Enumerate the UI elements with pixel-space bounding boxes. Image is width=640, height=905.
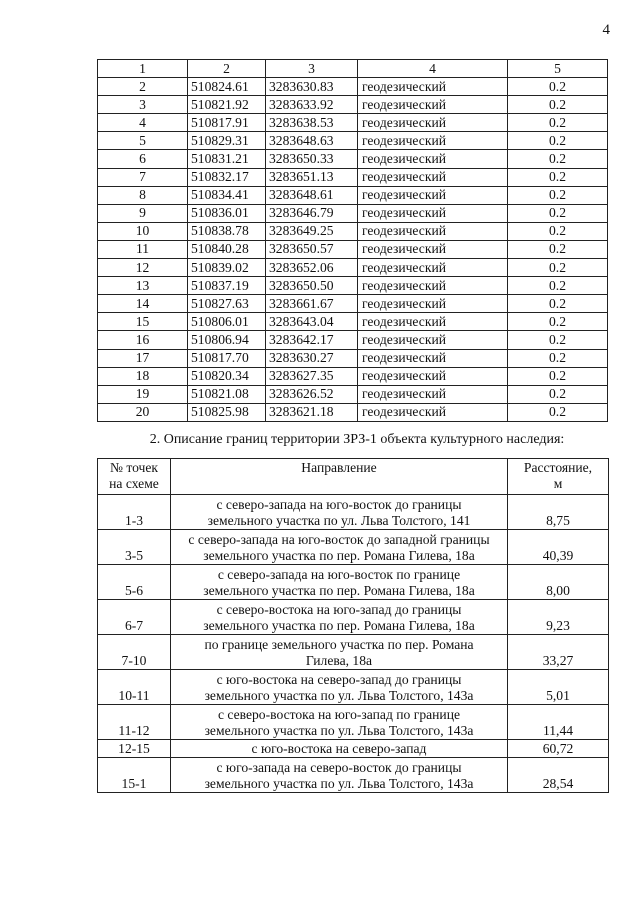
- accuracy-cell: 0.2: [508, 349, 608, 367]
- table-row: [98, 132, 608, 150]
- direction-line: с северо-запада на юго-восток до границы: [216, 497, 462, 512]
- direction-cell: [171, 635, 508, 670]
- direction-cell: [171, 705, 508, 740]
- point-number-cell: 15: [98, 313, 188, 331]
- point-number-cell: 20: [98, 403, 188, 421]
- points-cell: 6-7: [98, 600, 171, 635]
- accuracy-cell: 0.2: [508, 277, 608, 295]
- distance-cell: 8,75: [508, 495, 609, 530]
- method-cell: геодезический: [358, 150, 508, 168]
- x-coordinate-cell: 510820.34: [188, 367, 266, 385]
- y-coordinate-cell: 3283650.57: [266, 240, 358, 258]
- table-row: [98, 78, 608, 96]
- direction-cell: [171, 600, 508, 635]
- method-cell: геодезический: [358, 295, 508, 313]
- x-coordinate-cell: 510837.19: [188, 277, 266, 295]
- distance-cell: 40,39: [508, 530, 609, 565]
- direction-line: земельного участка по ул. Льва Толстого, 143а: [204, 776, 474, 791]
- accuracy-cell: 0.2: [508, 132, 608, 150]
- x-coordinate-cell: 510821.08: [188, 385, 266, 403]
- direction-cell: [171, 758, 508, 793]
- coordinates-header-row: [98, 60, 608, 78]
- x-coordinate-cell: 510836.01: [188, 204, 266, 222]
- x-coordinate-cell: 510831.21: [188, 150, 266, 168]
- table-row: [98, 114, 608, 132]
- accuracy-cell: 0.2: [508, 403, 608, 421]
- x-coordinate-cell: 510840.28: [188, 240, 266, 258]
- point-number-cell: 11: [98, 240, 188, 258]
- accuracy-cell: 0.2: [508, 240, 608, 258]
- points-cell: 15-1: [98, 758, 171, 793]
- points-cell: 3-5: [98, 530, 171, 565]
- table-row: [98, 313, 608, 331]
- table-row: [98, 204, 608, 222]
- table-row: [98, 565, 609, 600]
- coordinates-header-cell: 1: [98, 60, 188, 78]
- accuracy-cell: 0.2: [508, 385, 608, 403]
- direction-line: по границе земельного участка по пер. Романа: [204, 637, 474, 652]
- point-number-cell: 18: [98, 367, 188, 385]
- distance-cell: 60,72: [508, 740, 609, 758]
- page-number: 4: [602, 22, 610, 38]
- y-coordinate-cell: 3283627.35: [266, 367, 358, 385]
- points-cell: 7-10: [98, 635, 171, 670]
- table-row: [98, 186, 608, 204]
- direction-cell: [171, 740, 508, 758]
- distance-header-line1: Расстояние,: [523, 460, 593, 475]
- method-cell: геодезический: [358, 78, 508, 96]
- method-cell: геодезический: [358, 114, 508, 132]
- method-cell: геодезический: [358, 403, 508, 421]
- y-coordinate-cell: 3283650.33: [266, 150, 358, 168]
- y-coordinate-cell: 3283661.67: [266, 295, 358, 313]
- point-number-cell: 13: [98, 277, 188, 295]
- x-coordinate-cell: 510806.01: [188, 313, 266, 331]
- coordinates-header-cell: 2: [188, 60, 266, 78]
- accuracy-cell: 0.2: [508, 186, 608, 204]
- table-row: [98, 168, 608, 186]
- point-number-cell: 6: [98, 150, 188, 168]
- distance-cell: 5,01: [508, 670, 609, 705]
- direction-line: с северо-запада на юго-восток по границе: [217, 567, 461, 582]
- accuracy-cell: 0.2: [508, 331, 608, 349]
- table-row: [98, 295, 608, 313]
- points-cell: 10-11: [98, 670, 171, 705]
- table-row: [98, 403, 608, 421]
- direction-cell: [171, 495, 508, 530]
- table-row: [98, 600, 609, 635]
- y-coordinate-cell: 3283630.27: [266, 349, 358, 367]
- direction-cell: [171, 670, 508, 705]
- table-row: [98, 740, 609, 758]
- y-coordinate-cell: 3283643.04: [266, 313, 358, 331]
- direction-line: земельного участка по пер. Романа Гилева, 18а: [203, 618, 475, 633]
- method-cell: геодезический: [358, 385, 508, 403]
- x-coordinate-cell: 510825.98: [188, 403, 266, 421]
- y-coordinate-cell: 3283646.79: [266, 204, 358, 222]
- points-header: [98, 459, 171, 495]
- points-cell: 12-15: [98, 740, 171, 758]
- x-coordinate-cell: 510817.70: [188, 349, 266, 367]
- y-coordinate-cell: 3283633.92: [266, 96, 358, 114]
- x-coordinate-cell: 510834.41: [188, 186, 266, 204]
- method-cell: геодезический: [358, 168, 508, 186]
- coordinates-table: [97, 59, 608, 422]
- y-coordinate-cell: 3283642.17: [266, 331, 358, 349]
- accuracy-cell: 0.2: [508, 222, 608, 240]
- method-cell: геодезический: [358, 240, 508, 258]
- method-cell: геодезический: [358, 132, 508, 150]
- direction-line: земельного участка по ул. Льва Толстого, 143а: [204, 723, 474, 738]
- point-number-cell: 9: [98, 204, 188, 222]
- y-coordinate-cell: 3283652.06: [266, 259, 358, 277]
- direction-line: Гилева, 18а: [305, 653, 373, 668]
- method-cell: геодезический: [358, 259, 508, 277]
- x-coordinate-cell: 510821.92: [188, 96, 266, 114]
- accuracy-cell: 0.2: [508, 313, 608, 331]
- table-row: [98, 530, 609, 565]
- direction-header: Направление: [171, 459, 508, 495]
- table-row: [98, 150, 608, 168]
- method-cell: геодезический: [358, 222, 508, 240]
- direction-line: с юго-запада на северо-восток до границы: [216, 760, 462, 775]
- x-coordinate-cell: 510838.78: [188, 222, 266, 240]
- direction-line: земельного участка по пер. Романа Гилева, 18а: [203, 583, 475, 598]
- distance-cell: 9,23: [508, 600, 609, 635]
- accuracy-cell: 0.2: [508, 295, 608, 313]
- y-coordinate-cell: 3283626.52: [266, 385, 358, 403]
- points-cell: 5-6: [98, 565, 171, 600]
- method-cell: геодезический: [358, 277, 508, 295]
- point-number-cell: 16: [98, 331, 188, 349]
- section-title: 2. Описание границ территории ЗРЗ-1 объекта культурного наследия:: [149, 432, 565, 447]
- table-row: [98, 277, 608, 295]
- points-cell: 1-3: [98, 495, 171, 530]
- accuracy-cell: 0.2: [508, 204, 608, 222]
- direction-line: земельного участка по пер. Романа Гилева, 18а: [203, 548, 475, 563]
- points-header-line1: № точек: [109, 460, 159, 475]
- distance-cell: 33,27: [508, 635, 609, 670]
- points-header-line2: на схеме: [109, 476, 159, 491]
- table-row: [98, 259, 608, 277]
- table-row: [98, 670, 609, 705]
- accuracy-cell: 0.2: [508, 150, 608, 168]
- y-coordinate-cell: 3283638.53: [266, 114, 358, 132]
- direction-line: с северо-востока на юго-запад по границе: [217, 707, 461, 722]
- table-row: [98, 385, 608, 403]
- boundaries-table: [97, 458, 609, 793]
- table-row: [98, 635, 609, 670]
- direction-line: с северо-востока на юго-запад до границы: [216, 602, 462, 617]
- x-coordinate-cell: 510824.61: [188, 78, 266, 96]
- y-coordinate-cell: 3283649.25: [266, 222, 358, 240]
- direction-line: с юго-востока на северо-запад: [251, 741, 427, 756]
- method-cell: геодезический: [358, 186, 508, 204]
- point-number-cell: 2: [98, 78, 188, 96]
- point-number-cell: 4: [98, 114, 188, 132]
- point-number-cell: 12: [98, 259, 188, 277]
- direction-line: с северо-запада на юго-восток до западной границы: [188, 532, 490, 547]
- x-coordinate-cell: 510806.94: [188, 331, 266, 349]
- point-number-cell: 14: [98, 295, 188, 313]
- direction-line: с юго-востока на северо-запад до границы: [216, 672, 462, 687]
- y-coordinate-cell: 3283648.61: [266, 186, 358, 204]
- accuracy-cell: 0.2: [508, 367, 608, 385]
- table-row: [98, 222, 608, 240]
- point-number-cell: 7: [98, 168, 188, 186]
- points-cell: 11-12: [98, 705, 171, 740]
- x-coordinate-cell: 510839.02: [188, 259, 266, 277]
- direction-cell: [171, 530, 508, 565]
- x-coordinate-cell: 510832.17: [188, 168, 266, 186]
- coordinates-header-cell: 3: [266, 60, 358, 78]
- y-coordinate-cell: 3283651.13: [266, 168, 358, 186]
- distance-cell: 11,44: [508, 705, 609, 740]
- point-number-cell: 19: [98, 385, 188, 403]
- point-number-cell: 3: [98, 96, 188, 114]
- table-row: [98, 96, 608, 114]
- accuracy-cell: 0.2: [508, 96, 608, 114]
- method-cell: геодезический: [358, 204, 508, 222]
- distance-header: [508, 459, 609, 495]
- y-coordinate-cell: 3283621.18: [266, 403, 358, 421]
- boundaries-header-row: [98, 459, 609, 495]
- accuracy-cell: 0.2: [508, 78, 608, 96]
- distance-cell: 28,54: [508, 758, 609, 793]
- method-cell: геодезический: [358, 367, 508, 385]
- coordinates-header-cell: 5: [508, 60, 608, 78]
- table-row: [98, 495, 609, 530]
- direction-line: земельного участка по ул. Льва Толстого, 141: [207, 513, 471, 528]
- distance-header-line2: м: [553, 476, 563, 491]
- coordinates-header-cell: 4: [358, 60, 508, 78]
- point-number-cell: 17: [98, 349, 188, 367]
- x-coordinate-cell: 510829.31: [188, 132, 266, 150]
- y-coordinate-cell: 3283630.83: [266, 78, 358, 96]
- y-coordinate-cell: 3283650.50: [266, 277, 358, 295]
- table-row: [98, 758, 609, 793]
- table-row: [98, 705, 609, 740]
- table-row: [98, 349, 608, 367]
- point-number-cell: 10: [98, 222, 188, 240]
- direction-line: земельного участка по ул. Льва Толстого, 143а: [204, 688, 474, 703]
- method-cell: геодезический: [358, 96, 508, 114]
- method-cell: геодезический: [358, 331, 508, 349]
- point-number-cell: 8: [98, 186, 188, 204]
- table-row: [98, 331, 608, 349]
- accuracy-cell: 0.2: [508, 259, 608, 277]
- direction-cell: [171, 565, 508, 600]
- method-cell: геодезический: [358, 313, 508, 331]
- accuracy-cell: 0.2: [508, 114, 608, 132]
- point-number-cell: 5: [98, 132, 188, 150]
- table-row: [98, 240, 608, 258]
- table-row: [98, 367, 608, 385]
- accuracy-cell: 0.2: [508, 168, 608, 186]
- method-cell: геодезический: [358, 349, 508, 367]
- x-coordinate-cell: 510827.63: [188, 295, 266, 313]
- distance-cell: 8,00: [508, 565, 609, 600]
- x-coordinate-cell: 510817.91: [188, 114, 266, 132]
- y-coordinate-cell: 3283648.63: [266, 132, 358, 150]
